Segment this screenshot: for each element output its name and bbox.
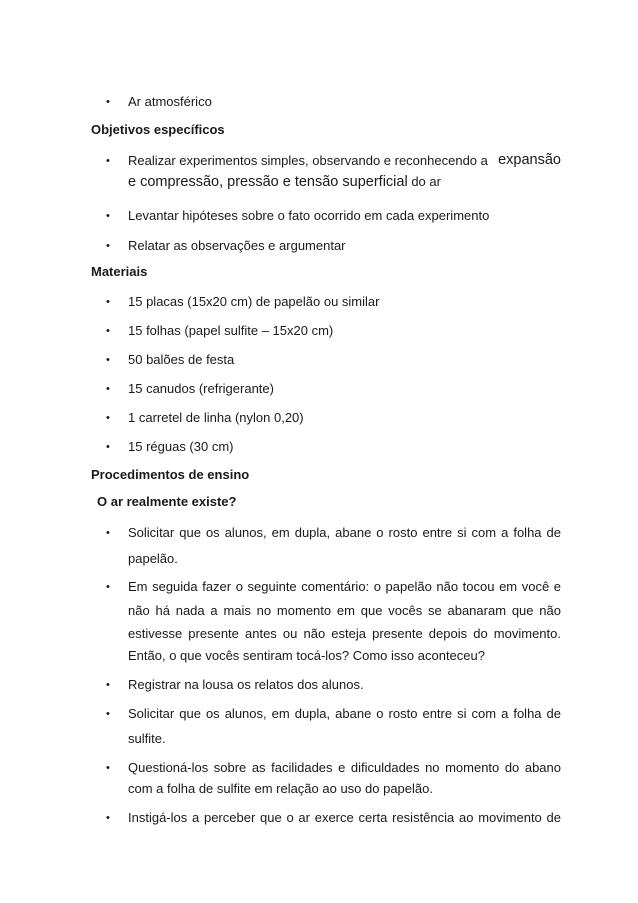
material-item: 1 carretel de linha (nylon 0,20): [128, 410, 304, 425]
bullet-marker: •: [106, 325, 110, 337]
bullet-marker: •: [106, 708, 110, 720]
objective-1-text-c: e compressão, pressão e tensão superficial: [128, 174, 408, 190]
procedure-step-line: papelão.: [128, 551, 178, 566]
bullet-marker: •: [106, 96, 110, 108]
material-item: 15 placas (15x20 cm) de papelão ou similar: [128, 294, 380, 309]
bullet-marker: •: [106, 412, 110, 424]
objective-item-3: Relatar as observações e argumentar: [128, 238, 346, 253]
procedure-step-line: Questioná-los sobre as facilidades e dificuldades no momento do abano: [128, 760, 561, 775]
objective-1-text-b: expansão: [498, 152, 561, 168]
intro-list-item: Ar atmosférico: [128, 94, 212, 109]
material-item: 15 folhas (papel sulfite – 15x20 cm): [128, 323, 334, 338]
bullet-marker: •: [106, 527, 110, 539]
procedure-step-line: não há nada a mais no momento em que vocês se abanaram que não: [128, 603, 561, 618]
procedure-step-line: Registrar na lousa os relatos dos alunos.: [128, 677, 364, 692]
objective-item-2: Levantar hipóteses sobre o fato ocorrido em cada experimento: [128, 208, 490, 223]
bullet-marker: •: [106, 155, 110, 167]
procedure-step-line: estivesse presente antes ou não esteja presente depois do movimento.: [128, 626, 561, 641]
procedures-heading: Procedimentos de ensino: [91, 467, 250, 482]
bullet-marker: •: [106, 354, 110, 366]
bullet-marker: •: [106, 383, 110, 395]
objectives-heading: Objetivos específicos: [91, 122, 225, 137]
procedure-step-line: sulfite.: [128, 731, 166, 746]
objective-1-text-a: Realizar experimentos simples, observando e reconhecendo a: [128, 153, 488, 168]
bullet-marker: •: [106, 296, 110, 308]
procedure-step-line: com a folha de sulfite em relação ao uso do papelão.: [128, 781, 433, 796]
objective-item-1-line-2: [128, 174, 441, 190]
bullet-marker: •: [106, 441, 110, 453]
objective-1-text-d: do ar: [411, 174, 441, 189]
objective-item-1-line-1: [128, 153, 561, 169]
material-item: 15 réguas (30 cm): [128, 439, 234, 454]
procedures-subheading: O ar realmente existe?: [97, 494, 237, 509]
material-item: 50 balões de festa: [128, 352, 235, 367]
bullet-marker: •: [106, 679, 110, 691]
material-item: 15 canudos (refrigerante): [128, 381, 274, 396]
bullet-marker: •: [106, 812, 110, 824]
procedure-step-line: Em seguida fazer o seguinte comentário: o papelão não tocou em você e: [128, 579, 561, 594]
materials-heading: Materiais: [91, 264, 148, 279]
procedure-step-line: Instigá-los a perceber que o ar exerce certa resistência ao movimento de: [128, 810, 561, 825]
bullet-marker: •: [106, 762, 110, 774]
procedure-step-line: Solicitar que os alunos, em dupla, abane o rosto entre si com a folha de: [128, 525, 561, 540]
procedure-step-line: Solicitar que os alunos, em dupla, abane o rosto entre si com a folha de: [128, 706, 561, 721]
procedure-step-line: Então, o que vocês sentiram tocá-los? Como isso aconteceu?: [128, 648, 485, 663]
bullet-marker: •: [106, 210, 110, 222]
bullet-marker: •: [106, 240, 110, 252]
bullet-marker: •: [106, 581, 110, 593]
